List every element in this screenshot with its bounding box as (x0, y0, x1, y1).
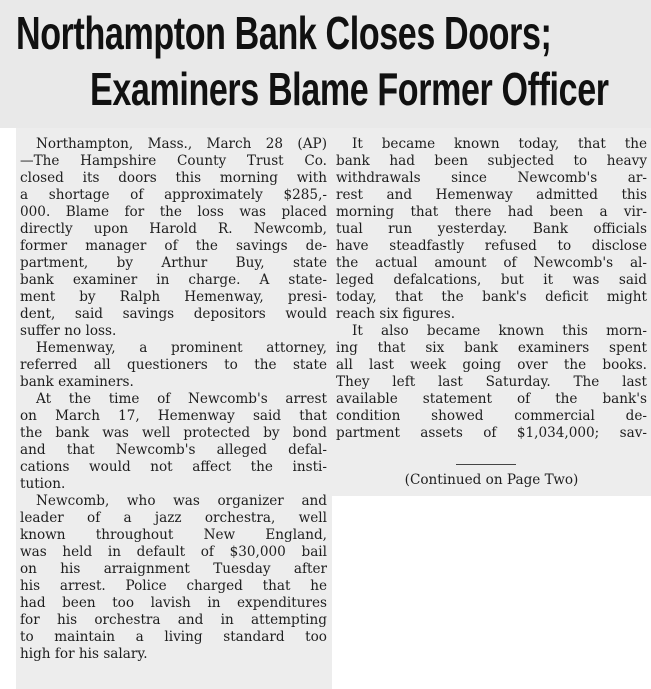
text-line: high for his salary. (20, 646, 148, 662)
text-line: 000. Blame for the loss was placed (20, 204, 327, 220)
text-line: the actual amount of Newcomb's al- (336, 255, 647, 271)
text-line: on his arraignment Tuesday after (20, 561, 327, 577)
text-line: and that Newcomb's alleged defal- (20, 442, 327, 458)
text-line: former manager of the savings de- (20, 238, 327, 254)
headline-block (0, 0, 651, 128)
text-line: morning that there had been a vir- (336, 204, 647, 220)
text-line: suffer no loss. (20, 323, 117, 339)
text-line: dent, said savings depositors would (20, 306, 327, 322)
text-line: for his orchestra and in attempting (20, 612, 327, 628)
text-line: leged defalcations, but it was said (336, 272, 647, 288)
text-line: Northampton, Mass., March 28 (AP) (36, 136, 327, 152)
text-line: It became known today, that the (352, 136, 647, 152)
text-line: bank had been subjected to heavy (336, 153, 647, 169)
text-line: Newcomb, who was organizer and (36, 493, 327, 509)
text-line: It also became known this morn- (352, 323, 647, 339)
text-line: directly upon Harold R. Newcomb, (20, 221, 327, 237)
text-line: reach six figures. (336, 306, 456, 322)
text-line: rest and Hemenway admitted this (336, 187, 647, 203)
text-line: bank examiner in charge. A state- (20, 272, 327, 288)
text-line: tution. (20, 476, 66, 492)
text-line: was held in default of $30,000 bail (20, 544, 327, 560)
text-line: condition showed commercial de- (336, 408, 647, 424)
headline-line-1: Northampton Bank Closes Doors; (16, 7, 552, 59)
text-line: all last week going over the books. (336, 357, 647, 373)
text-line: referred all questioners to the state (20, 357, 327, 373)
text-line: a shortage of approximately $285,- (20, 187, 327, 203)
text-line: today, that the bank's deficit might (336, 289, 647, 305)
article-right-column (332, 128, 651, 496)
text-line: closed its doors this morning with (20, 170, 327, 186)
text-line: partment assets of $1,034,000; sav- (336, 425, 647, 441)
continued-notice: (Continued on Page Two) (404, 472, 579, 488)
article-left-column (16, 128, 332, 689)
text-line: leader of a jazz orchestra, well (20, 510, 327, 526)
text-line: At the time of Newcomb's arrest (36, 391, 327, 407)
text-line: tual run yesterday. Bank officials (336, 221, 647, 237)
text-line: have steadfastly refused to disclose (336, 238, 647, 254)
text-line: had been too lavish in expenditures (20, 595, 327, 611)
text-line: on March 17, Hemenway said that (20, 408, 327, 424)
text-line: withdrawals since Newcomb's ar- (336, 170, 647, 186)
text-line: Hemenway, a prominent attorney, (36, 340, 327, 356)
section-divider (456, 464, 516, 465)
text-line: his arrest. Police charged that he (20, 578, 327, 594)
text-line: cations would not affect the insti- (20, 459, 327, 475)
text-line: to maintain a living standard too (20, 629, 327, 645)
headline-line-2: Examiners Blame Former Officer (90, 63, 609, 115)
text-line: They left last Saturday. The last (336, 374, 647, 390)
text-line: bank examiners. (20, 374, 134, 390)
text-line: known throughout New England, (20, 527, 327, 543)
text-line: ing that six bank examiners spent (336, 340, 647, 356)
text-line: available statement of the bank's (336, 391, 647, 407)
text-line: ment by Ralph Hemenway, presi- (20, 289, 327, 305)
text-line: —The Hampshire County Trust Co. (20, 153, 327, 169)
text-line: partment, by Arthur Buy, state (20, 255, 327, 271)
text-line: the bank was well protected by bond (20, 425, 327, 441)
